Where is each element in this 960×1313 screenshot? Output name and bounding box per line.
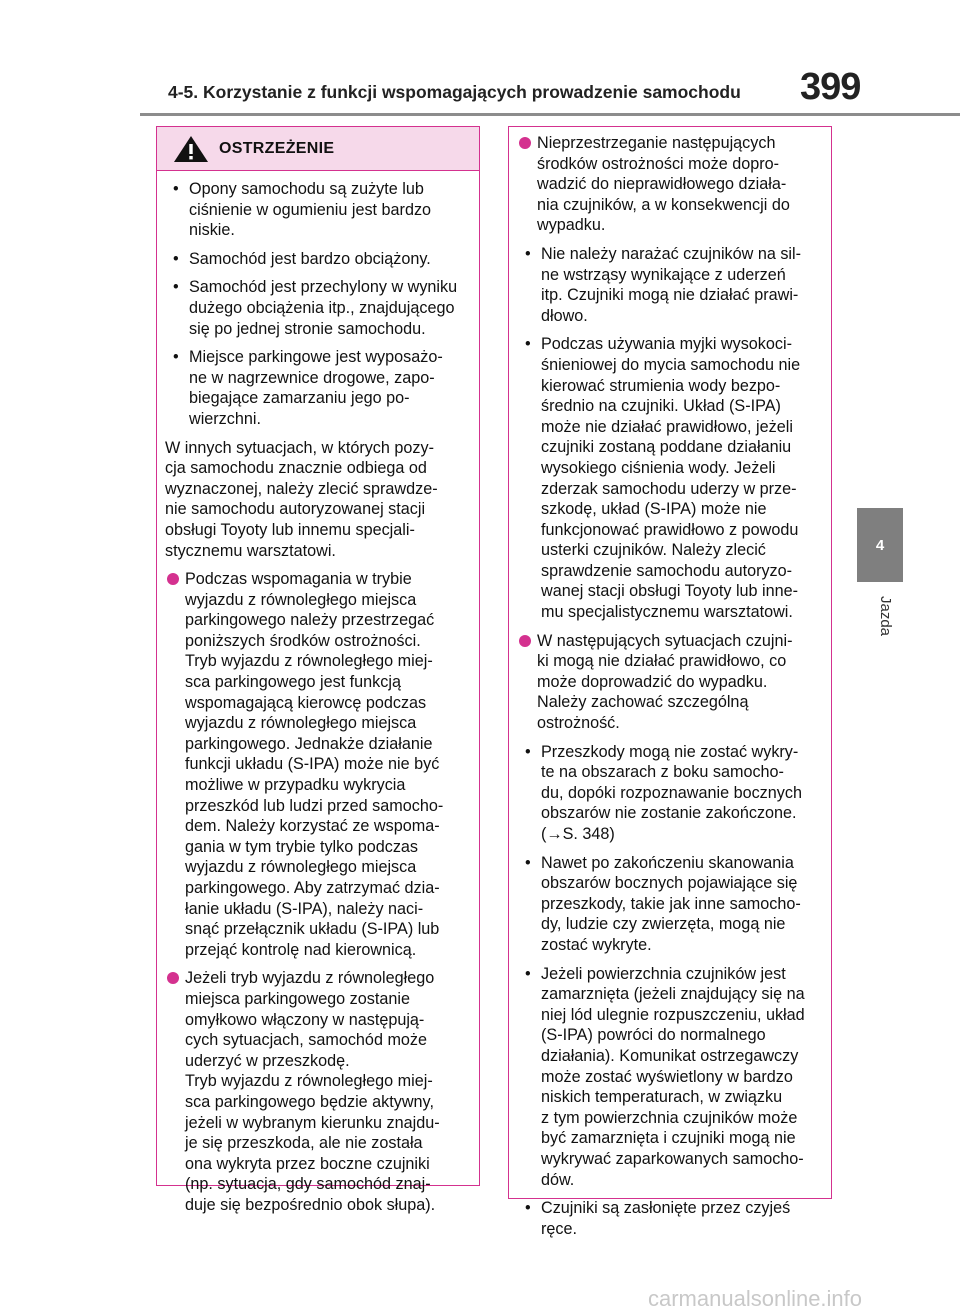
text-line: być zamarznięta i czujniki mogą nie [541, 1129, 796, 1148]
text-line: du, dopóki rozpoznawanie bocznych [541, 783, 802, 802]
circle-bullet-icon [519, 137, 531, 149]
section-point [165, 968, 473, 1215]
text-line: ona wykryta przez boczne czujniki [185, 1154, 430, 1173]
text-line: (→S. 348) [541, 825, 615, 843]
text-line: ne wstrząsy wynikające z uderzeń [541, 265, 786, 284]
text-line: Podczas wspomagania w trybie [185, 570, 412, 589]
text-line: nie samochodu autoryzowanej stacji [165, 500, 426, 519]
text-line: wyjazdu z równoległego miejsca [185, 858, 417, 877]
text-line: z tym powierzchnia czujników może [541, 1108, 798, 1127]
warning-box-right [508, 126, 832, 1238]
text-line: dów. [541, 1170, 575, 1189]
text-line: obsługi Toyoty lub innemu specjali- [165, 520, 415, 539]
text-line: łanie układu (S-IPA), należy naci- [185, 899, 424, 918]
circle-bullet-icon [519, 635, 531, 647]
warning-box-left [156, 126, 480, 1214]
list-item [517, 853, 825, 956]
text-line: niej lód ulegnie rozpuszczeniu, układ [541, 1005, 805, 1024]
text-line: ciśnienie w ogumieniu jest bardzo [189, 200, 432, 219]
text-line: • Opony samochodu są zużyte lub [189, 180, 424, 198]
list-item [165, 179, 473, 241]
text-line: sca parkingowego jest funkcją [185, 673, 401, 692]
text-line: możliwe w przypadku wykrycia [185, 776, 406, 795]
text-line: średnio na czujniki. Układ (S-IPA) [541, 397, 781, 416]
text-line: przeszkody, takie jak inne samocho- [541, 894, 801, 913]
text-line: miejsca parkingowego zostanie [185, 989, 410, 1008]
list-item [517, 964, 825, 1191]
text-line: wanej stacji obsługi Toyoty lub inne- [541, 582, 799, 601]
section-title: 4-5. Korzystanie z funkcji wspomagających prowadzenie samochodu [168, 82, 741, 102]
section-point [165, 569, 473, 960]
circle-bullet-icon [167, 972, 179, 984]
text-line: jeżeli w wybranym kierunku znajdu- [185, 1113, 440, 1132]
text-line: itp. Czujniki mogą nie działać prawi- [541, 286, 799, 305]
text-line: działania). Komunikat ostrzegawczy [541, 1046, 799, 1065]
text-line: dem. Należy korzystać ze wspoma- [185, 817, 440, 836]
text-line: zamarznięta (jeżeli znajdujący się na [541, 985, 805, 1004]
text-line: dy, ludzie czy zwierzęta, mogą nie [541, 915, 786, 934]
text-line: zderzak samochodu uderzy w prze- [541, 479, 797, 498]
text-line: dużego obciążenia itp., znajdującego [189, 298, 455, 317]
text-line: przeszkód lub ludzi przed samocho- [185, 796, 444, 815]
text-line: wykrywać zaparkowanych samocho- [541, 1149, 804, 1168]
text-line: cych sytuacjach, samochód może [185, 1031, 428, 1050]
text-line: parkingowego. Jednakże działanie [185, 734, 433, 753]
section-point [517, 133, 825, 236]
text-line: • Nie należy narażać czujników na sil- [541, 244, 802, 263]
text-line: Tryb wyjazdu z równoległego miej- [185, 1072, 433, 1091]
text-line: środków ostrożności może dopro- [537, 154, 780, 173]
text-line: szkodę, układ (S-IPA) może nie [541, 500, 767, 519]
text-line: Należy zachować szczególną [537, 693, 749, 712]
chapter-label: Jazda [877, 596, 894, 637]
list-item [165, 277, 473, 339]
paragraph [165, 438, 473, 562]
text-line: wspomagającą kierowcę podczas [185, 693, 427, 712]
text-line: zostać wykryte. [541, 935, 652, 954]
text-line: sprawdzenie samochodu autoryzo- [541, 561, 793, 580]
text-line: ostrożność. [537, 714, 620, 733]
text-line: wadzić do nieprawidłowego działa- [537, 175, 787, 194]
text-line: (S-IPA) powróci do normalnego [541, 1026, 766, 1045]
circle-bullet-icon [167, 573, 179, 585]
list-item [517, 1198, 825, 1239]
text-line: • Podczas używania myjki wysokoci- [541, 335, 792, 354]
text-line: niskich temperaturach, w związku [541, 1088, 783, 1107]
list-item [517, 244, 825, 326]
page-number: 399 [800, 66, 861, 108]
text-line: • Nawet po zakończeniu skanowania [541, 853, 794, 872]
text-line: funkcji układu (S-IPA) może nie być [185, 755, 440, 774]
warning-triangle-icon [173, 135, 209, 163]
text-line: się po jednej stronie samochodu. [189, 319, 426, 338]
text-line: wyjazdu z równoległego miejsca [185, 590, 417, 609]
text-line: wyjazdu z równoległego miejsca [185, 714, 417, 733]
text-line: W innych sytuacjach, w których pozy- [165, 438, 434, 457]
text-line: sca parkingowego będzie aktywny, [185, 1092, 434, 1111]
chapter-tab[interactable]: 4 [857, 508, 903, 582]
text-line: Tryb wyjazdu z równoległego miej- [185, 652, 433, 671]
warning-body-right [509, 127, 831, 1239]
text-line: stycznemu warsztatowi. [165, 541, 336, 560]
text-line: te na obszarach z boku samocho- [541, 763, 784, 782]
text-line: śnieniowej do mycia samochodu nie [541, 355, 801, 374]
list-item [165, 249, 473, 270]
text-line: dłowo. [541, 306, 588, 325]
list-item [517, 742, 825, 845]
text-line: • Przeszkody mogą nie zostać wykry- [541, 742, 799, 761]
text-line: • Samochód jest przechylony w wyniku [189, 278, 458, 297]
header-divider [140, 113, 960, 116]
text-line: je się przeszkoda, ale nie została [185, 1134, 423, 1153]
text-line: czujniki zostaną poddane działaniu [541, 438, 792, 457]
text-line: duje się bezpośrednio obok słupa). [185, 1195, 436, 1214]
section-point [517, 631, 825, 734]
text-line: funkcjonować prawidłowo z powodu [541, 520, 799, 539]
warning-body-left [157, 171, 479, 1216]
text-line: obszarów bocznych pojawiające się [541, 874, 798, 893]
text-line: może zostać wyświetlony w bardzo [541, 1067, 793, 1086]
text-line: • Jeżeli powierzchnia czujników jest [541, 964, 786, 983]
text-line: parkingowego. Aby zatrzymać dzia- [185, 879, 440, 897]
text-line: usterki czujników. Należy zlecić [541, 541, 766, 560]
text-line: nia czujników, a w konsekwencji do [537, 195, 790, 214]
text-line: gania w tym trybie tylko podczas [185, 837, 419, 856]
text-line: mu specjalistycznemu warsztatowi. [541, 603, 793, 622]
text-line: poniższych środków ostrożności. [185, 631, 421, 650]
text-line: • Samochód jest bardzo obciążony. [189, 249, 431, 268]
list-item [165, 347, 473, 429]
text-line: wierzchni. [189, 409, 261, 428]
text-line: omyłkowo włączony w następują- [185, 1010, 425, 1029]
text-line: wysokiego ciśnienia wody. Jeżeli [541, 458, 776, 477]
text-line: Nieprzestrzeganie następujących [537, 134, 776, 152]
text-line: ne w nagrzewnice drogowe, zapo- [189, 368, 435, 387]
text-line: może doprowadzić do wypadku. [537, 672, 768, 691]
text-line: • Czujniki są zasłonięte przez czyjeś [541, 1199, 791, 1218]
text-line: biegające zamarzaniu jego po- [189, 389, 410, 408]
text-line: uderzyć w przeszkodę. [185, 1051, 350, 1070]
warning-title: OSTRZEŻENIE [219, 139, 335, 157]
text-line: ręce. [541, 1219, 577, 1238]
text-line: cja samochodu znacznie odbiega od [165, 459, 427, 478]
text-line: parkingowego należy przestrzegać [185, 611, 435, 630]
text-line: kierować strumienia wody bezpo- [541, 376, 781, 395]
list-item [517, 334, 825, 622]
text-line: przejąć kontrolę nad kierownicą. [185, 940, 417, 959]
text-line: ki mogą nie działać prawidłowo, co [537, 652, 787, 671]
text-line: W następujących sytuacjach czujni- [537, 631, 793, 650]
text-line: wypadku. [537, 216, 606, 235]
text-line: wyznaczonej, należy zlecić sprawdze- [165, 479, 438, 498]
text-line: niskie. [189, 221, 235, 240]
watermark: carmanualsonline.info [648, 1286, 863, 1311]
text-line: snąć przełącznik układu (S-IPA) lub [185, 920, 440, 939]
text-line: (np. sytuacja, gdy samochód znaj- [185, 1175, 431, 1194]
warning-header [157, 127, 479, 171]
text-line: • Miejsce parkingowe jest wyposażo- [189, 348, 443, 367]
text-line: Jeżeli tryb wyjazdu z równoległego [185, 969, 435, 988]
text-line: może nie działać prawidłowo, jeżeli [541, 417, 793, 436]
text-line: obszarów nie zostanie zakończone. [541, 804, 797, 823]
